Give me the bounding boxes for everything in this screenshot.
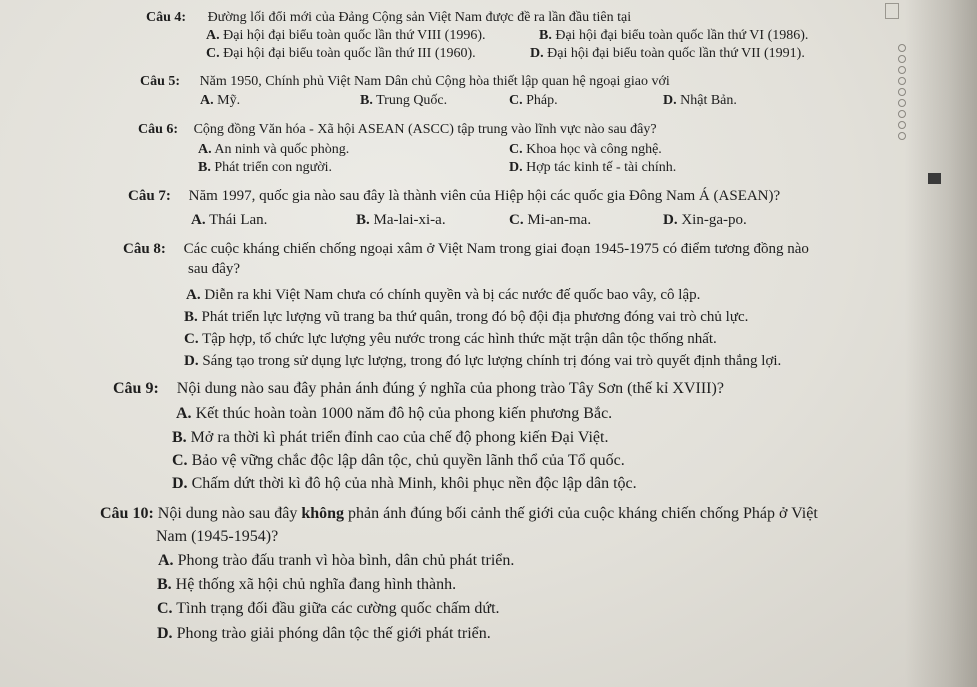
ring-hole	[898, 55, 906, 63]
question-text-continued: Nam (1945-1954)?	[156, 528, 279, 545]
question-text-before: Nội dung nào sau đây	[157, 505, 298, 522]
question-number: Câu 5:	[140, 74, 181, 89]
page-edge-shadow	[905, 0, 977, 687]
ring-hole	[898, 44, 906, 52]
option-c: C. Pháp.	[509, 93, 558, 108]
option-c: C. Đại hội đại biểu toàn quốc lần thứ III (1960).	[206, 46, 476, 61]
option-d: D. Phong trào giải phóng dân tộc thế giới phát triển.	[157, 625, 491, 642]
option-a: A. Diễn ra khi Việt Nam chưa có chính quyền và bị các nước đế quốc bao vây, cô lập.	[186, 287, 701, 303]
question-7-stem	[128, 188, 780, 205]
ring-hole	[898, 99, 906, 107]
question-number: Câu 8:	[123, 241, 166, 257]
option-d: D. Nhật Bản.	[663, 93, 737, 108]
question-text-after: phản ánh đúng bối cảnh thế giới của cuộc kháng chiến chống Pháp ở Việt	[348, 505, 818, 522]
option-d: D. Xin-ga-po.	[663, 212, 747, 228]
emphasis-not: không	[301, 505, 345, 522]
question-text-continued: sau đây?	[188, 261, 241, 277]
option-a: A. An ninh và quốc phòng.	[198, 142, 350, 157]
question-number: Câu 4:	[146, 10, 187, 25]
question-9-stem	[113, 380, 724, 398]
option-d: D. Đại hội đại biểu toàn quốc lần thứ VII (1991).	[530, 46, 805, 61]
option-a: A. Mỹ.	[200, 93, 241, 108]
corner-mark	[885, 3, 899, 19]
dark-marker	[928, 173, 941, 184]
question-text: Cộng đồng Văn hóa - Xã hội ASEAN (ASCC) tập trung vào lĩnh vực nào sau đây?	[193, 122, 657, 137]
question-6-stem	[138, 122, 657, 138]
question-4-stem	[146, 10, 631, 26]
option-a: A. Kết thúc hoàn toàn 1000 năm đô hộ của phong kiến phương Bắc.	[176, 405, 613, 422]
option-c: C. Tập hợp, tổ chức lực lượng yêu nước trong các hình thức mặt trận dân tộc thống nhất.	[184, 331, 717, 347]
option-a: A. Thái Lan.	[191, 212, 268, 228]
question-text: Đường lối đổi mới của Đảng Cộng sản Việt Nam được đề ra lần đầu tiên tại	[207, 10, 632, 25]
option-c: C. Khoa học và công nghệ.	[509, 142, 662, 157]
option-b: B. Hệ thống xã hội chủ nghĩa đang hình thành.	[157, 576, 457, 593]
question-8-stem	[123, 241, 809, 258]
option-c: C. Mi-an-ma.	[509, 212, 592, 228]
option-d: D. Hợp tác kinh tế - tài chính.	[509, 160, 677, 175]
option-a: A. Phong trào đấu tranh vì hòa bình, dân chủ phát triển.	[158, 552, 515, 569]
option-b: B. Phát triển lực lượng vũ trang ba thứ quân, trong đó bộ đội địa phương đóng vai trò chủ lực.	[184, 309, 749, 325]
question-text: Nội dung nào sau đây phản ánh đúng ý nghĩa của phong trào Tây Sơn (thế kỉ XVIII)?	[176, 380, 724, 397]
option-b: B. Trung Quốc.	[360, 93, 448, 108]
ring-hole	[898, 66, 906, 74]
question-number: Câu 10:	[100, 505, 154, 522]
option-c: C. Bảo vệ vững chắc độc lập dân tộc, chủ quyền lãnh thổ của Tổ quốc.	[172, 452, 625, 469]
question-5-stem	[140, 74, 670, 90]
ring-hole	[898, 88, 906, 96]
option-d: D. Sáng tạo trong sử dụng lực lượng, trong đó lực lượng chính trị đóng vai trò quyết định thắng lợi.	[184, 353, 782, 369]
question-text: Năm 1997, quốc gia nào sau đây là thành viên của Hiệp hội các quốc gia Đông Nam Á (ASEAN)?	[188, 188, 781, 204]
option-b: B. Mở ra thời kì phát triển đỉnh cao của chế độ phong kiến Đại Việt.	[172, 429, 609, 446]
option-b: B. Đại hội đại biểu toàn quốc lần thứ VI (1986).	[539, 28, 809, 43]
option-d: D. Chấm dứt thời kì đô hộ của nhà Minh, khôi phục nền độc lập dân tộc.	[172, 475, 637, 492]
question-text: Năm 1950, Chính phủ Việt Nam Dân chủ Cộng hòa thiết lập quan hệ ngoại giao với	[199, 74, 670, 89]
ring-hole	[898, 110, 906, 118]
question-number: Câu 9:	[113, 380, 159, 397]
question-number: Câu 6:	[138, 122, 179, 137]
question-number: Câu 7:	[128, 188, 171, 204]
option-b: B. Ma-lai-xi-a.	[356, 212, 446, 228]
option-c: C. Tình trạng đối đầu giữa các cường quốc chấm dứt.	[157, 600, 500, 617]
question-text: Các cuộc kháng chiến chống ngoại xâm ở Việt Nam trong giai đoạn 1945-1975 có điểm tương đồng nào	[183, 241, 809, 257]
ring-hole	[898, 77, 906, 85]
question-10-stem	[100, 505, 818, 523]
option-b: B. Phát triển con người.	[198, 160, 332, 175]
option-a: A. Đại hội đại biểu toàn quốc lần thứ VIII (1996).	[206, 28, 486, 43]
ring-hole	[898, 121, 906, 129]
ring-hole	[898, 132, 906, 140]
